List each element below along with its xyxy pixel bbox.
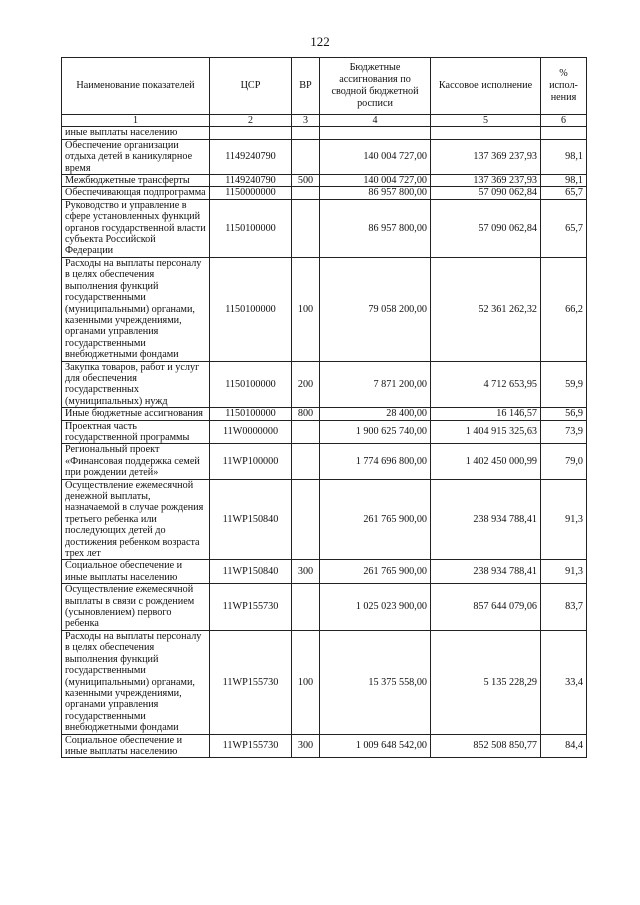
header-vr: ВР [292, 58, 320, 115]
row-allocation-cell [320, 127, 431, 139]
row-percent-cell: 98,1 [541, 139, 587, 174]
row-cash-cell: 4 712 653,95 [431, 361, 541, 408]
table-row [62, 187, 587, 199]
row-name-cell: Расходы на выплаты персоналу в целях обеспечения выполнения функций государственными (муниципальными) органами, казенными учреждениями, органами управления государственными внебюджетными фондами [62, 257, 210, 361]
row-percent-cell: 73,9 [541, 420, 587, 444]
row-percent-cell: 59,9 [541, 361, 587, 408]
column-number-row [62, 115, 587, 127]
header-allocations: Бюджетные ассигнования по сводной бюджетной росписи [320, 58, 431, 115]
row-vr-cell [292, 479, 320, 560]
row-cash-cell: 137 369 237,93 [431, 139, 541, 174]
table-row [62, 584, 587, 631]
row-percent-cell: 33,4 [541, 630, 587, 734]
table-row [62, 139, 587, 174]
table-row [62, 479, 587, 560]
row-percent-cell: 98,1 [541, 175, 587, 187]
row-cash-cell: 52 361 262,32 [431, 257, 541, 361]
row-vr-cell: 500 [292, 175, 320, 187]
row-csr-cell: 11W0000000 [210, 420, 292, 444]
column-number: 3 [292, 115, 320, 127]
row-cash-cell: 5 135 228,29 [431, 630, 541, 734]
row-allocation-cell: 1 900 625 740,00 [320, 420, 431, 444]
row-vr-cell [292, 187, 320, 199]
row-allocation-cell: 1 025 023 900,00 [320, 584, 431, 631]
row-csr-cell: 11WP155730 [210, 734, 292, 758]
row-cash-cell: 852 508 850,77 [431, 734, 541, 758]
table-row [62, 560, 587, 584]
column-number: 1 [62, 115, 210, 127]
row-cash-cell: 137 369 237,93 [431, 175, 541, 187]
row-vr-cell [292, 127, 320, 139]
row-vr-cell [292, 199, 320, 257]
row-name-cell: Социальное обеспечение и иные выплаты населению [62, 560, 210, 584]
table-row [62, 199, 587, 257]
row-vr-cell: 200 [292, 361, 320, 408]
row-csr-cell: 11WP100000 [210, 444, 292, 479]
row-vr-cell: 100 [292, 630, 320, 734]
row-allocation-cell: 15 375 558,00 [320, 630, 431, 734]
row-allocation-cell: 261 765 900,00 [320, 479, 431, 560]
row-csr-cell: 11WP155730 [210, 630, 292, 734]
row-cash-cell: 857 644 079,06 [431, 584, 541, 631]
row-cash-cell: 16 146,57 [431, 408, 541, 420]
row-cash-cell: 238 934 788,41 [431, 560, 541, 584]
header-row [62, 58, 587, 115]
row-percent-cell: 79,0 [541, 444, 587, 479]
row-allocation-cell: 79 058 200,00 [320, 257, 431, 361]
row-allocation-cell: 140 004 727,00 [320, 175, 431, 187]
table-row [62, 408, 587, 420]
row-vr-cell: 800 [292, 408, 320, 420]
row-cash-cell: 57 090 062,84 [431, 199, 541, 257]
row-percent-cell: 65,7 [541, 187, 587, 199]
row-csr-cell: 1150000000 [210, 187, 292, 199]
row-name-cell: Иные бюджетные ассигнования [62, 408, 210, 420]
row-csr-cell: 1150100000 [210, 199, 292, 257]
row-percent-cell: 84,4 [541, 734, 587, 758]
row-csr-cell: 1149240790 [210, 139, 292, 174]
row-cash-cell: 1 404 915 325,63 [431, 420, 541, 444]
row-vr-cell [292, 420, 320, 444]
row-name-cell: Проектная часть государственной программы [62, 420, 210, 444]
row-csr-cell [210, 127, 292, 139]
row-allocation-cell: 86 957 800,00 [320, 199, 431, 257]
row-csr-cell: 11WP150840 [210, 560, 292, 584]
row-vr-cell: 300 [292, 560, 320, 584]
table-row [62, 420, 587, 444]
row-csr-cell: 1150100000 [210, 257, 292, 361]
row-name-cell: Осуществление ежемесячной денежной выплаты, назначаемой в случае рождения третьего ребенка или последующих детей до достижения ребенком возраста трех лет [62, 479, 210, 560]
row-percent-cell: 65,7 [541, 199, 587, 257]
row-csr-cell: 1150100000 [210, 361, 292, 408]
header-pct: % испол-нения [541, 58, 587, 115]
table-row [62, 361, 587, 408]
row-vr-cell [292, 444, 320, 479]
header-csr: ЦСР [210, 58, 292, 115]
header-cash: Кассовое исполнение [431, 58, 541, 115]
row-cash-cell: 57 090 062,84 [431, 187, 541, 199]
row-percent-cell: 66,2 [541, 257, 587, 361]
row-allocation-cell: 140 004 727,00 [320, 139, 431, 174]
row-percent-cell: 91,3 [541, 479, 587, 560]
row-name-cell: Расходы на выплаты персоналу в целях обеспечения выполнения функций государственными (муниципальными) органами, казенными учреждениями, органами управления государственными внебюджетными фондами [62, 630, 210, 734]
row-vr-cell [292, 139, 320, 174]
row-name-cell: Обеспечение организации отдыха детей в каникулярное время [62, 139, 210, 174]
row-percent-cell: 56,9 [541, 408, 587, 420]
row-vr-cell [292, 584, 320, 631]
row-cash-cell [431, 127, 541, 139]
row-name-cell: Региональный проект «Финансовая поддержка семей при рождении детей» [62, 444, 210, 479]
row-percent-cell [541, 127, 587, 139]
row-csr-cell: 1150100000 [210, 408, 292, 420]
table-row [62, 127, 587, 139]
header-name: Наименование показателей [62, 58, 210, 115]
row-csr-cell: 11WP155730 [210, 584, 292, 631]
row-csr-cell: 1149240790 [210, 175, 292, 187]
page-number: 122 [310, 34, 330, 49]
table-row [62, 444, 587, 479]
row-allocation-cell: 1 774 696 800,00 [320, 444, 431, 479]
row-allocation-cell: 86 957 800,00 [320, 187, 431, 199]
column-number: 6 [541, 115, 587, 127]
row-allocation-cell: 7 871 200,00 [320, 361, 431, 408]
row-vr-cell: 100 [292, 257, 320, 361]
row-percent-cell: 91,3 [541, 560, 587, 584]
row-allocation-cell: 1 009 648 542,00 [320, 734, 431, 758]
column-number: 2 [210, 115, 292, 127]
row-name-cell: Социальное обеспечение и иные выплаты населению [62, 734, 210, 758]
row-cash-cell: 238 934 788,41 [431, 479, 541, 560]
column-number: 5 [431, 115, 541, 127]
row-cash-cell: 1 402 450 000,99 [431, 444, 541, 479]
row-name-cell: Межбюджетные трансферты [62, 175, 210, 187]
row-percent-cell: 83,7 [541, 584, 587, 631]
row-name-cell: Руководство и управление в сфере установленных функций органов государственной власти субъекта Российской Федерации [62, 199, 210, 257]
row-name-cell: Обеспечивающая подпрограмма [62, 187, 210, 199]
row-vr-cell: 300 [292, 734, 320, 758]
row-allocation-cell: 28 400,00 [320, 408, 431, 420]
table-row [62, 630, 587, 734]
column-number: 4 [320, 115, 431, 127]
table-row [62, 175, 587, 187]
budget-table [61, 57, 587, 758]
table-row [62, 734, 587, 758]
row-csr-cell: 11WP150840 [210, 479, 292, 560]
table-row [62, 257, 587, 361]
row-name-cell: Закупка товаров, работ и услуг для обеспечения государственных (муниципальных) нужд [62, 361, 210, 408]
row-name-cell: иные выплаты населению [62, 127, 210, 139]
row-name-cell: Осуществление ежемесячной выплаты в связи с рождением (усыновлением) первого ребенка [62, 584, 210, 631]
row-allocation-cell: 261 765 900,00 [320, 560, 431, 584]
